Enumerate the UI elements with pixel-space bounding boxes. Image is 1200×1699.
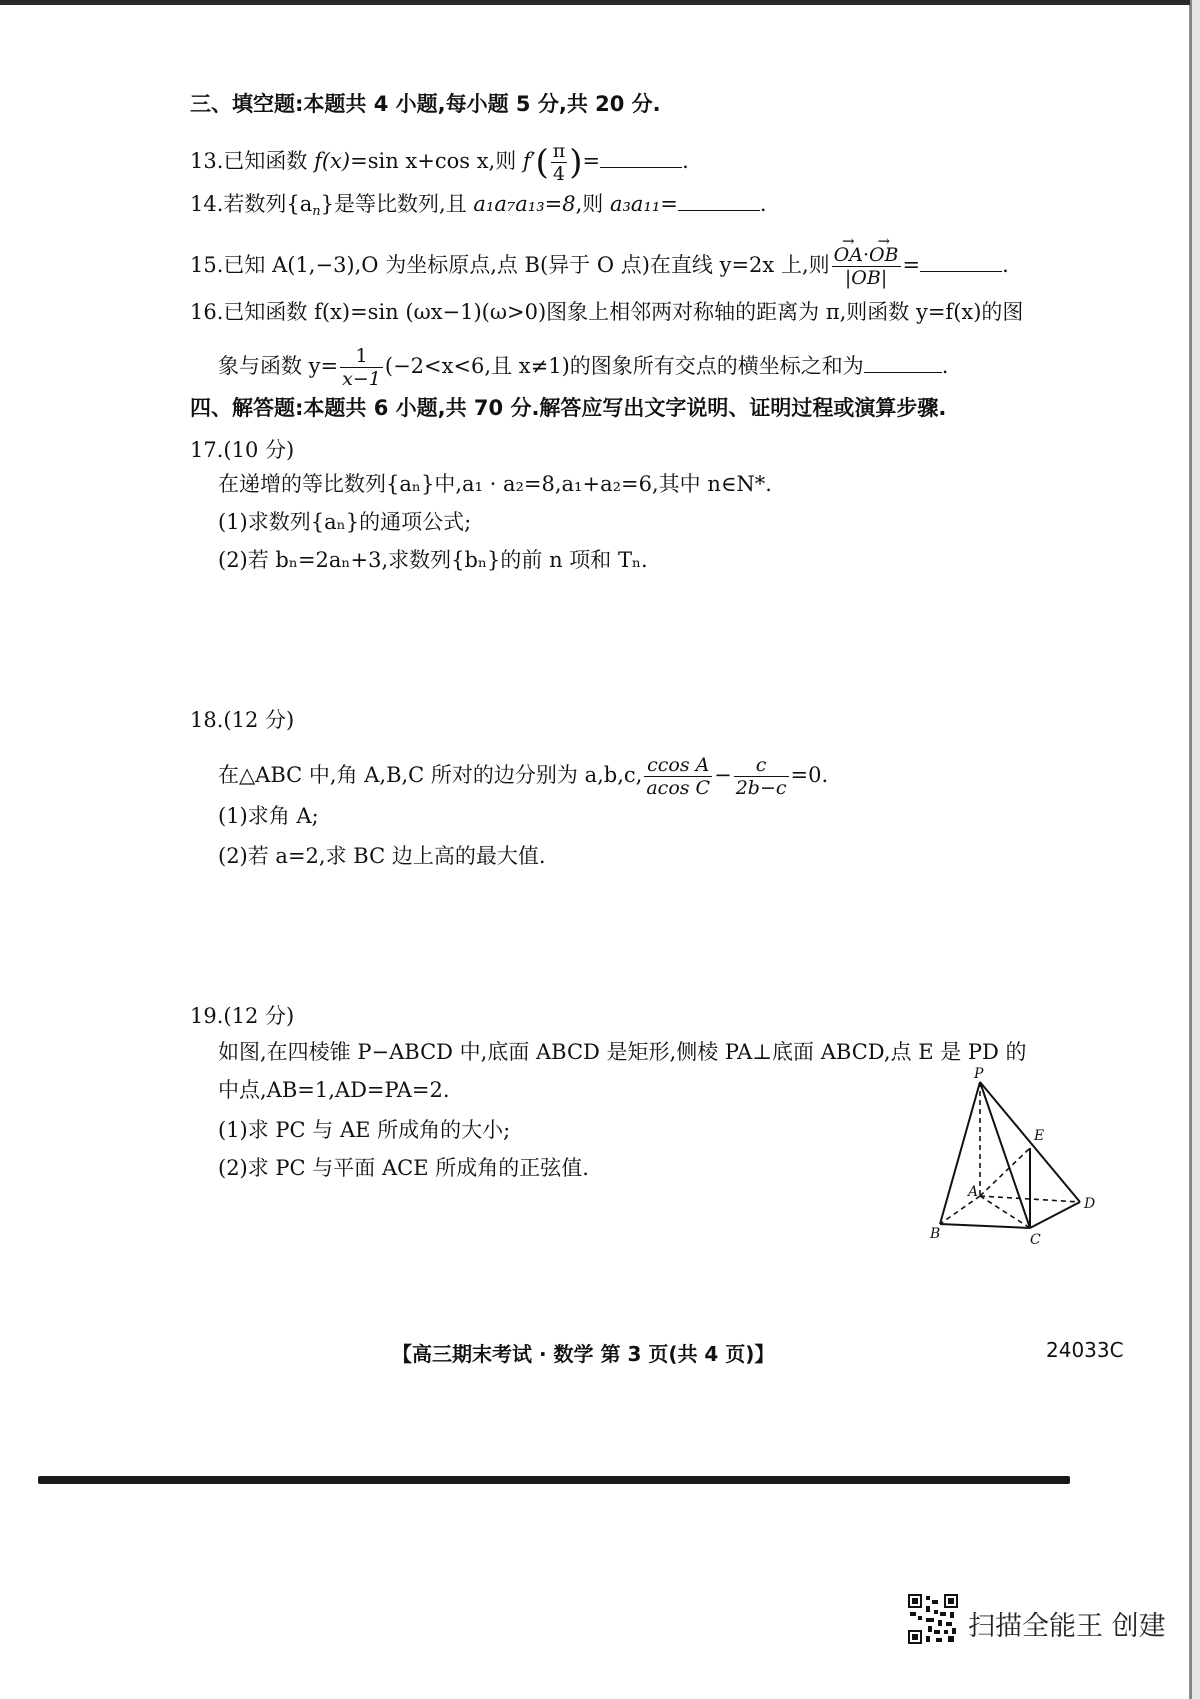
q18-minus: −: [714, 763, 732, 787]
q16-fraction: [340, 345, 383, 390]
q16-line2-a: 象与函数 y=: [218, 354, 339, 378]
q15-vec-ob: → OB: [869, 244, 899, 266]
q18-frac2-num: c: [734, 754, 789, 777]
q15-frac-num: [832, 244, 901, 267]
question-14: [190, 190, 767, 226]
label-B: B: [930, 1226, 941, 1242]
q18-frac1-den: acos C: [646, 777, 711, 799]
q14-sub-n: n: [312, 204, 321, 219]
q14-text-c: ,则: [575, 192, 610, 216]
q13-equals: =: [582, 149, 601, 173]
q19-part2: (2)求 PC 与平面 ACE 所成角的正弦值.: [218, 1156, 589, 1180]
q13-answer-blank[interactable]: [600, 149, 682, 168]
q14-equals: =: [660, 192, 678, 216]
q19-stem-line2: 中点,AB=1,AD=PA=2.: [218, 1078, 450, 1102]
question-16-line2: [218, 345, 948, 390]
q13-paren-open: (: [535, 142, 549, 183]
label-D: D: [1084, 1196, 1096, 1212]
q18-stem-b: =0.: [790, 763, 829, 787]
q14-text: 若数列{a: [223, 192, 313, 216]
q13-text-b: =sin x+cos x,则: [350, 149, 523, 173]
q18-frac2-den: 2b−c: [735, 777, 787, 799]
label-P: P: [974, 1066, 984, 1082]
pyramid-figure: [930, 1066, 1120, 1252]
exam-code: 24033C: [1046, 1338, 1124, 1362]
q16-line2-b: (−2<x<6,且 x≠1)的图象所有交点的横坐标之和为: [384, 354, 864, 378]
q16-frac-num: 1: [340, 345, 383, 368]
scan-top-edge: [0, 0, 1200, 5]
q17-part2: (2)若 bₙ=2aₙ+3,求数列{bₙ}的前 n 项和 Tₙ.: [218, 548, 648, 572]
question-15: [190, 244, 1009, 289]
scan-bottom-bar: [38, 1476, 1070, 1484]
q15-frac-den: |OB|: [844, 267, 888, 289]
q14-ask: a₃a₁₁: [609, 192, 661, 216]
q16-number: 16.: [190, 300, 224, 324]
question-13: [190, 140, 689, 185]
q13-end: .: [682, 149, 689, 173]
q16-answer-blank[interactable]: [864, 354, 942, 373]
q18-stem-a: 在△ABC 中,角 A,B,C 所对的边分别为 a,b,c,: [218, 763, 643, 787]
q13-fraction: [551, 140, 568, 185]
q14-answer-blank[interactable]: [678, 192, 760, 211]
q14-condition: a₁a₇a₁₃=8: [473, 192, 576, 216]
q15-fraction: [832, 244, 901, 289]
edge-PB: [940, 1082, 980, 1224]
q14-text-b: }是等比数列,且: [320, 192, 474, 216]
q17-stem: 在递增的等比数列{aₙ}中,a₁ · a₂=8,a₁+a₂=6,其中 n∈N*.: [218, 472, 772, 496]
edge-CD: [1030, 1202, 1080, 1228]
q15-dot: ·: [862, 244, 869, 266]
q17-part1: (1)求数列{aₙ}的通项公式;: [218, 510, 472, 534]
q18-fraction-1: [644, 754, 712, 799]
q18-fraction-2: [734, 754, 789, 799]
q16-frac-den: x−1: [342, 368, 381, 390]
q18-frac1-num: ccos A: [644, 754, 712, 777]
label-A: A: [968, 1184, 979, 1200]
q19-header: 19.(12 分): [190, 1004, 295, 1028]
question-16-line1: [190, 298, 1023, 326]
q13-paren-close: ): [569, 142, 583, 183]
q13-fprime: f′: [522, 149, 536, 173]
page-footer: 【高三期末考试 · 数学 第 3 页(共 4 页)】: [392, 1342, 775, 1366]
q18-header: 18.(12 分): [190, 708, 295, 732]
edge-PC: [980, 1082, 1030, 1228]
q14-end: .: [759, 192, 767, 216]
q13-frac-num: π: [552, 140, 566, 162]
q19-part1: (1)求 PC 与 AE 所成角的大小;: [218, 1118, 511, 1142]
edge-BC: [940, 1224, 1030, 1228]
edge-AC-hidden: [980, 1196, 1030, 1228]
q15-number: 15.: [190, 253, 224, 277]
q16-line1: 已知函数 f(x)=sin (ωx−1)(ω>0)图象上相邻两对称轴的距离为 π,则函数 y=f(x)的图: [223, 300, 1024, 324]
q13-frac-den: 4: [552, 163, 565, 185]
q13-number: 13.: [190, 149, 224, 173]
section3-heading: 三、填空题:本题共 4 小题,每小题 5 分,共 20 分.: [190, 92, 661, 116]
qr-code-icon: [908, 1594, 958, 1644]
q13-text-a: 已知函数: [223, 149, 315, 173]
q15-equals: =: [902, 253, 921, 277]
section4-heading: 四、解答题:本题共 6 小题,共 70 分.解答应写出文字说明、证明过程或演算步骤.: [190, 396, 947, 420]
q15-end: .: [1002, 253, 1009, 277]
scan-right-shadow: [1189, 0, 1192, 1699]
label-C: C: [1030, 1232, 1041, 1248]
q19-stem-line1: 如图,在四棱锥 P−ABCD 中,底面 ABCD 是矩形,侧棱 PA⊥底面 ABCD,点 E 是 PD 的: [218, 1040, 1027, 1064]
q13-fx: f(x): [314, 149, 351, 173]
q16-end: .: [941, 354, 949, 378]
q18-part2: (2)若 a=2,求 BC 边上高的最大值.: [218, 844, 546, 868]
q18-stem: [218, 754, 828, 799]
q18-part1: (1)求角 A;: [218, 804, 319, 828]
label-E: E: [1034, 1128, 1045, 1144]
q15-text: 已知 A(1,−3),O 为坐标原点,点 B(异于 O 点)在直线 y=2x 上,则: [223, 253, 830, 277]
q15-vec-oa: → OA: [834, 244, 863, 266]
q15-answer-blank[interactable]: [920, 253, 1002, 272]
q14-number: 14.: [190, 192, 224, 216]
q17-header: 17.(10 分): [190, 438, 295, 462]
scanner-watermark: 扫描全能王 创建: [968, 1611, 1166, 1642]
